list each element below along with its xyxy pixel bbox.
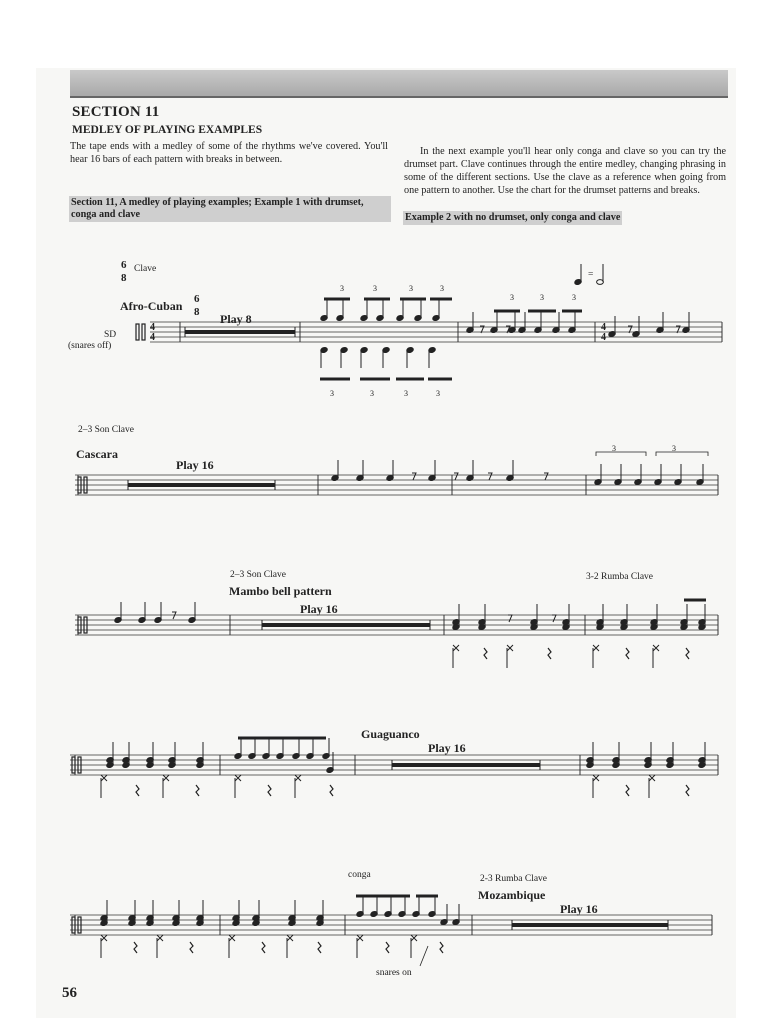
percussion-clef bbox=[142, 324, 145, 340]
example-1-caption: Section 11, A medley of playing examples; Example 1 with drumset, conga and clave bbox=[69, 196, 391, 222]
beam bbox=[428, 378, 452, 381]
x-note-head bbox=[229, 935, 235, 941]
x-note-head bbox=[101, 935, 107, 941]
beam bbox=[416, 895, 438, 898]
section-subtitle: MEDLEY OF PLAYING EXAMPLES bbox=[72, 124, 263, 136]
tuplet-number: 3 bbox=[510, 293, 514, 302]
beam bbox=[238, 737, 300, 740]
x-note-head bbox=[357, 935, 363, 941]
x-note-head bbox=[101, 775, 107, 781]
quarter-rest bbox=[686, 785, 689, 796]
x-note-head bbox=[163, 775, 169, 781]
x-note-head bbox=[295, 775, 301, 781]
tuplet-number: 3 bbox=[572, 293, 576, 302]
intro-right-paragraph: In the next example you'll hear only conga and clave so you can try the drumset part. Clave continues through the entire medley, changing phrasing in some of the different sections. Use the clave as a reference when going from one pattern to another. Use the chart for the drumset patterns and breaks. bbox=[404, 146, 726, 196]
beam bbox=[562, 310, 582, 313]
x-note-head bbox=[593, 775, 599, 781]
quarter-rest bbox=[626, 648, 629, 659]
quarter-rest bbox=[190, 942, 193, 953]
x-note-head bbox=[411, 935, 417, 941]
sd-label: SD bbox=[104, 330, 117, 340]
tuplet-number: 3 bbox=[330, 389, 334, 398]
quarter-rest bbox=[686, 648, 689, 659]
tuplet-number: 3 bbox=[612, 444, 616, 453]
x-note-head bbox=[653, 645, 659, 651]
time-sig-bottom: 8 bbox=[194, 306, 200, 318]
eighth-rest bbox=[454, 473, 458, 480]
quarter-rest bbox=[268, 785, 271, 796]
percussion-clef bbox=[136, 324, 139, 340]
son-clave-label: 2–3 Son Clave bbox=[230, 570, 286, 580]
time-sig-top: 6 bbox=[121, 259, 127, 271]
time-sig: 4 bbox=[601, 332, 606, 343]
eighth-rest bbox=[172, 612, 176, 619]
tuplet-number: 3 bbox=[340, 284, 344, 293]
beam bbox=[430, 298, 452, 301]
play-16-label: Play 16 bbox=[428, 741, 466, 755]
tempo-equals: = bbox=[588, 270, 594, 280]
x-note-head bbox=[593, 645, 599, 651]
style-label-guaguanco: Guaguanco bbox=[361, 727, 420, 741]
beam bbox=[528, 310, 556, 313]
clave-label: Clave bbox=[134, 264, 157, 274]
style-label-cascara: Cascara bbox=[76, 447, 118, 461]
quarter-rest bbox=[196, 785, 199, 796]
time-sig-top: 6 bbox=[194, 293, 200, 305]
page-number: 56 bbox=[62, 985, 77, 1001]
quarter-rest bbox=[484, 648, 487, 659]
quarter-rest bbox=[136, 785, 139, 796]
eighth-rest bbox=[552, 615, 556, 622]
beam bbox=[320, 378, 350, 381]
x-note-head bbox=[287, 935, 293, 941]
quarter-rest bbox=[262, 942, 265, 953]
play-16-label: Play 16 bbox=[300, 602, 338, 616]
tuplet-number: 3 bbox=[440, 284, 444, 293]
beam bbox=[396, 378, 424, 381]
quarter-rest bbox=[548, 648, 551, 659]
beam bbox=[324, 298, 350, 301]
snares-on-pointer bbox=[420, 946, 428, 966]
beam bbox=[364, 298, 390, 301]
tuplet-number: 3 bbox=[540, 293, 544, 302]
time-sig: 4 bbox=[601, 322, 606, 333]
time-sig-bottom: 8 bbox=[121, 272, 127, 284]
quarter-rest bbox=[318, 942, 321, 953]
x-note-head bbox=[157, 935, 163, 941]
rumba-clave-label: 2-3 Rumba Clave bbox=[480, 874, 548, 884]
multi-measure-rest bbox=[262, 623, 430, 627]
tuplet-number: 3 bbox=[373, 284, 377, 293]
style-label-mozambique: Mozambique bbox=[478, 888, 546, 902]
multi-measure-rest bbox=[512, 923, 668, 927]
section-title: SECTION 11 bbox=[72, 104, 160, 120]
tuplet-number: 3 bbox=[409, 284, 413, 293]
x-note-head bbox=[649, 775, 655, 781]
x-note-head bbox=[235, 775, 241, 781]
quarter-rest bbox=[626, 785, 629, 796]
tuplet-number: 3 bbox=[404, 389, 408, 398]
eighth-rest bbox=[488, 473, 492, 480]
snares-off-label: (snares off) bbox=[68, 341, 112, 351]
beam bbox=[494, 310, 520, 313]
son-clave-label: 2–3 Son Clave bbox=[78, 425, 134, 435]
multi-measure-rest bbox=[128, 483, 275, 487]
time-sig: 4 bbox=[150, 332, 155, 343]
style-label-mambo: Mambo bell pattern bbox=[229, 584, 332, 598]
beam bbox=[300, 737, 326, 740]
tuplet-number: 3 bbox=[436, 389, 440, 398]
quarter-rest bbox=[330, 785, 333, 796]
intro-left-paragraph: The tape ends with a medley of some of the rhythms we've covered. You'll hear 16 bars of each pattern with breaks in between. bbox=[70, 141, 388, 165]
eighth-rest bbox=[508, 615, 512, 622]
style-label-afro-cuban: Afro-Cuban bbox=[120, 299, 183, 313]
beam bbox=[400, 298, 426, 301]
beam bbox=[356, 895, 410, 898]
play-16-label: Play 16 bbox=[560, 902, 598, 916]
play-8-label: Play 8 bbox=[220, 312, 252, 326]
snares-on-label: snares on bbox=[376, 968, 412, 978]
beam bbox=[684, 599, 706, 602]
tuplet-number: 3 bbox=[672, 444, 676, 453]
conga-label: conga bbox=[348, 870, 371, 880]
quarter-rest bbox=[386, 942, 389, 953]
time-sig: 4 bbox=[150, 322, 155, 333]
eighth-rest bbox=[544, 473, 548, 480]
quarter-rest bbox=[134, 942, 137, 953]
x-note-head bbox=[507, 645, 513, 651]
tempo-half bbox=[597, 280, 604, 285]
multi-measure-rest bbox=[185, 330, 295, 334]
quarter-rest bbox=[440, 942, 443, 953]
rumba-clave-label: 3-2 Rumba Clave bbox=[586, 572, 654, 582]
eighth-rest bbox=[412, 473, 416, 480]
play-16-label: Play 16 bbox=[176, 458, 214, 472]
beam bbox=[360, 378, 390, 381]
example-2-caption: Example 2 with no drumset, only conga and clave bbox=[405, 212, 621, 223]
multi-measure-rest bbox=[392, 763, 540, 767]
tuplet-number: 3 bbox=[370, 389, 374, 398]
x-note-head bbox=[453, 645, 459, 651]
